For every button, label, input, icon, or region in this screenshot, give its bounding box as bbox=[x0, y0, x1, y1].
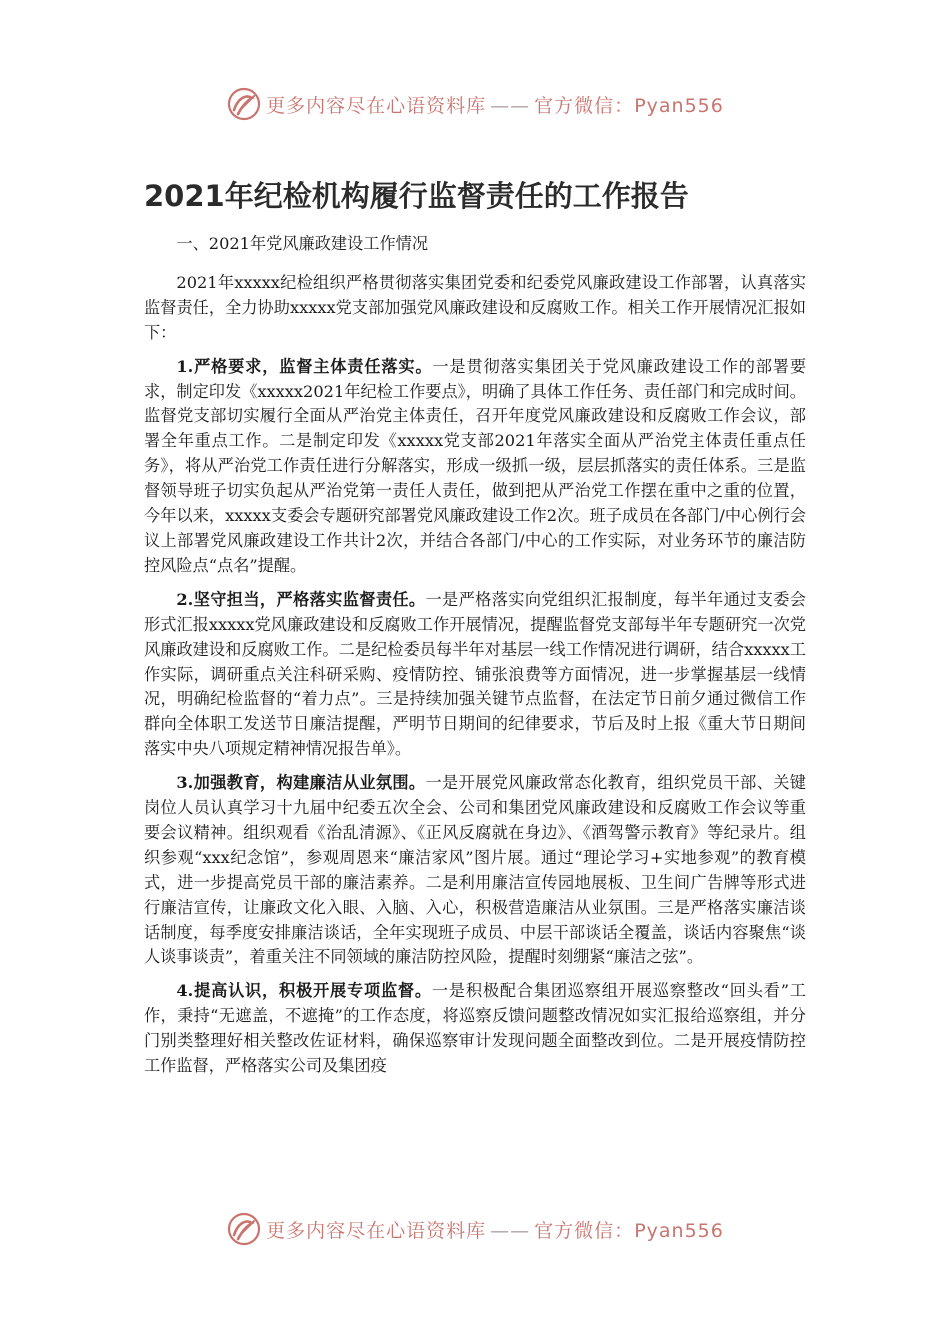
item-lead: 2.坚守担当，严格落实监督责任。 bbox=[176, 589, 426, 609]
item-lead: 1.严格要求，监督主体责任落实。 bbox=[176, 356, 433, 376]
item-body: 一是开展党风廉政常态化教育，组织党员干部、关键岗位人员认真学习十九届中纪委五次全会、公司和集团党风廉政建设和反腐败工作会议等重要会议精神。组织观看《治乱清源》、《正风反腐就在身边》、《酒驾警示教育》等纪录片。组织参观“xxx纪念馆”，参观周恩来“廉洁家风”图片展。通过“理论学习+实地参观”的教育模式，进一步提高党员干部的廉洁素养。二是利用廉洁宣传园地展板、卫生间广告牌等形式进行廉洁宣传，让廉政文化入眼、入脑、入心，积极营造廉洁从业氛围。三是严格落实廉洁谈话制度，每季度安排廉洁谈话，全年实现班子成员、中层干部谈话全覆盖，谈话内容聚焦“谈人谈事谈责”，着重关注不同领域的廉洁防控风险，提醒时刻绷紧“廉洁之弦”。 bbox=[144, 773, 806, 967]
banner-wechat-label: 官方微信： bbox=[534, 1219, 635, 1242]
banner-text bbox=[266, 1216, 724, 1243]
item-lead: 4.提高认识，积极开展专项监督。 bbox=[176, 981, 432, 1001]
item-lead: 3.加强教育，构建廉洁从业氛围。 bbox=[176, 773, 426, 793]
banner-text bbox=[266, 91, 724, 118]
banner-wechat-id: Pyan556 bbox=[634, 1219, 724, 1242]
item-body: 一是积极配合集团巡察组开展巡察整改“回头看”工作，秉持“无遮盖，不遮掩”的工作态度，将巡察反馈问题整改情况如实汇报给巡察组，并分门别类整理好相关整改佐证材料，确保巡察审计发现问题全面整改到位。二是开展疫情防控工作监督，严格落实公司及集团疫 bbox=[144, 981, 806, 1076]
item-body: 一是贯彻落实集团关于党风廉政建设工作的部署要求，制定印发《xxxxx2021年纪检工作要点》，明确了具体工作任务、责任部门和完成时间。监督党支部切实履行全面从严治党主体责任，召开年度党风廉政建设和反腐败工作会议，部署全年重点工作。二是制定印发《xxxxx党支部2021年落实全面从严治党主体责任重点任务》，将从严治党工作责任进行分解落实，形成一级抓一级，层层抓落实的责任体系。三是监督领导班子切实负起从严治党第一责任人责任，做到把从严治党工作摆在重中之重的位置，今年以来，xxxxx支委会专题研究部署党风廉政建设工作2次。班子成员在各部门/中心例行会议上部署党风廉政建设工作共计2次，并结合各部门/中心的工作实际，对业务环节的廉洁防控风险点“点名”提醒。 bbox=[144, 356, 807, 575]
item-paragraph bbox=[144, 979, 806, 1079]
document-title: 2021年纪检机构履行监督责任的工作报告 bbox=[144, 179, 689, 213]
item-body: 一是严格落实向党组织汇报制度，每半年通过支委会形式汇报xxxxx党风廉政建设和反腐败工作开展情况，提醒监督党支部每半年专题研究一次党风廉政建设和反腐败工作。二是纪检委员每半年对基层一线工作情况进行调研，结合xxxxx工作实际，调研重点关注科研采购、疫情防控、铺张浪费等方面情况，进一步掌握基层一线情况，明确纪检监督的“着力点”。三是持续加强关键节点监督，在法定节日前夕通过微信工作群向全体职工发送节日廉洁提醒，严明节日期间的纪律要求，节后及时上报《重大节日期间落实中央八项规定精神情况报告单》。 bbox=[144, 589, 806, 759]
banner-site-text: 更多内容尽在心语资料库 bbox=[266, 94, 487, 117]
banner-wechat-id: Pyan556 bbox=[634, 94, 724, 117]
banner-site-text: 更多内容尽在心语资料库 bbox=[266, 1219, 487, 1242]
header-banner bbox=[0, 82, 950, 126]
item-paragraph bbox=[144, 355, 806, 579]
banner-wechat-label: 官方微信： bbox=[534, 94, 635, 117]
item-paragraph bbox=[144, 771, 806, 970]
signature-logo-icon bbox=[226, 86, 262, 122]
item-paragraph bbox=[144, 588, 806, 762]
footer-banner bbox=[0, 1207, 950, 1251]
banner-separator: —— bbox=[490, 94, 531, 117]
document-body bbox=[144, 232, 806, 1088]
signature-logo-icon bbox=[226, 1211, 262, 1247]
banner-separator: —— bbox=[490, 1219, 531, 1242]
section-heading: 一、2021年党风廉政建设工作情况 bbox=[176, 234, 429, 253]
intro-paragraph: 2021年xxxxx纪检组织严格贯彻落实集团党委和纪委党风廉政建设工作部署，认真落实监督责任，全力协助xxxxx党支部加强党风廉政建设和反腐败工作。相关工作开展情况汇报如下： bbox=[144, 272, 806, 342]
